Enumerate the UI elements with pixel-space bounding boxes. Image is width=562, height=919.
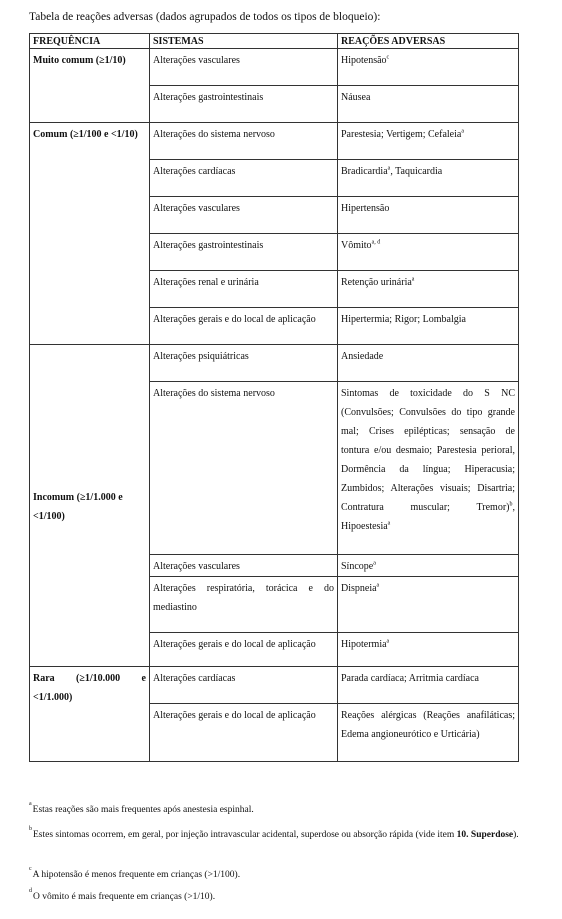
system-cell: Alterações gerais e do local de aplicação [150, 704, 338, 762]
frequency-cell: Incomum (≥1/1.000 e <1/100) [30, 345, 150, 667]
system-cell: Alterações do sistema nervoso [150, 382, 338, 555]
system-cell: Alterações vasculares [150, 197, 338, 234]
system-cell: Alterações cardíacas [150, 667, 338, 704]
reaction-cell: Parada cardíaca; Arritmia cardíaca [338, 667, 519, 704]
system-cell: Alterações gastrointestinais [150, 86, 338, 123]
header-systems: SISTEMAS [150, 34, 338, 49]
footnote-a: $^a$Estas reações são mais frequentes após anestesia espinhal. [29, 801, 254, 815]
reaction-cell: Ansiedade [338, 345, 519, 382]
table-caption: Tabela de reações adversas (dados agrupados de todos os tipos de bloqueio): [29, 11, 381, 23]
table-row [30, 667, 519, 704]
system-cell: Alterações vasculares [150, 555, 338, 577]
frequency-cell: Rara (≥1/10.000 e <1/1.000) [30, 667, 150, 762]
footnote-c: $^c$A hipotensão é menos frequente em crianças (>1/100). [29, 866, 241, 880]
table-row [30, 123, 519, 160]
reaction-cell: Dispneia$^a$ [338, 577, 519, 633]
header-reactions: REAÇÕES ADVERSAS [338, 34, 519, 49]
table-row [30, 345, 519, 382]
reaction-cell: Hipertermia; Rigor; Lombalgia [338, 308, 519, 345]
reaction-cell: Hipertensão [338, 197, 519, 234]
footnote-d: $^d$O vômito é mais frequente em crianças (>1/10). [29, 888, 216, 902]
reaction-cell: Síncope$^a$ [338, 555, 519, 577]
system-cell: Alterações gerais e do local de aplicação [150, 633, 338, 667]
reaction-cell: Reações alérgicas (Reações anafiláticas; Edema angioneurótico e Urticária) [338, 704, 519, 762]
system-cell: Alterações renal e urinária [150, 271, 338, 308]
system-cell: Alterações do sistema nervoso [150, 123, 338, 160]
reaction-cell: Sintomas de toxicidade do S NC (Convulsões; Convulsões do tipo grande mal; Crises epilépticas; sensação de tontura e/ou desmaio; Parestesia perioral, Dormência da língua; Hiperacusia; Zumbidos; Alterações visuais; Disartria; Contratura muscular; Tremor)$^b$, Hipoestesia$^a$ [338, 382, 519, 555]
reaction-cell: Bradicardia$^a$, Taquicardia [338, 160, 519, 197]
header-frequency: FREQUÊNCIA [30, 34, 150, 49]
reaction-cell: Náusea [338, 86, 519, 123]
system-cell: Alterações gerais e do local de aplicação [150, 308, 338, 345]
system-cell: Alterações vasculares [150, 49, 338, 86]
frequency-cell: Comum (≥1/100 e <1/10) [30, 123, 150, 345]
system-cell: Alterações cardíacas [150, 160, 338, 197]
system-cell: Alterações gastrointestinais [150, 234, 338, 271]
header-row [30, 34, 519, 49]
adverse-reactions-table [29, 33, 519, 762]
system-cell: Alterações psiquiátricas [150, 345, 338, 382]
reaction-cell: Hipotermia$^a$ [338, 633, 519, 667]
table-row [30, 49, 519, 86]
reaction-cell: Retenção urinária$^a$ [338, 271, 519, 308]
reaction-cell: Hipotensão$^c$ [338, 49, 519, 86]
reaction-cell: Vômito$^{a, d}$ [338, 234, 519, 271]
reaction-cell: Parestesia; Vertigem; Cefaleia$^a$ [338, 123, 519, 160]
frequency-cell: Muito comum (≥1/10) [30, 49, 150, 123]
footnote-b: $^b$Estes sintomas ocorrem, em geral, por injeção intravascular acidental, superdose ou absorção rápida (vide item 10. Superdose). [29, 826, 519, 840]
system-cell: Alterações respiratória, torácica e do mediastino [150, 577, 338, 633]
